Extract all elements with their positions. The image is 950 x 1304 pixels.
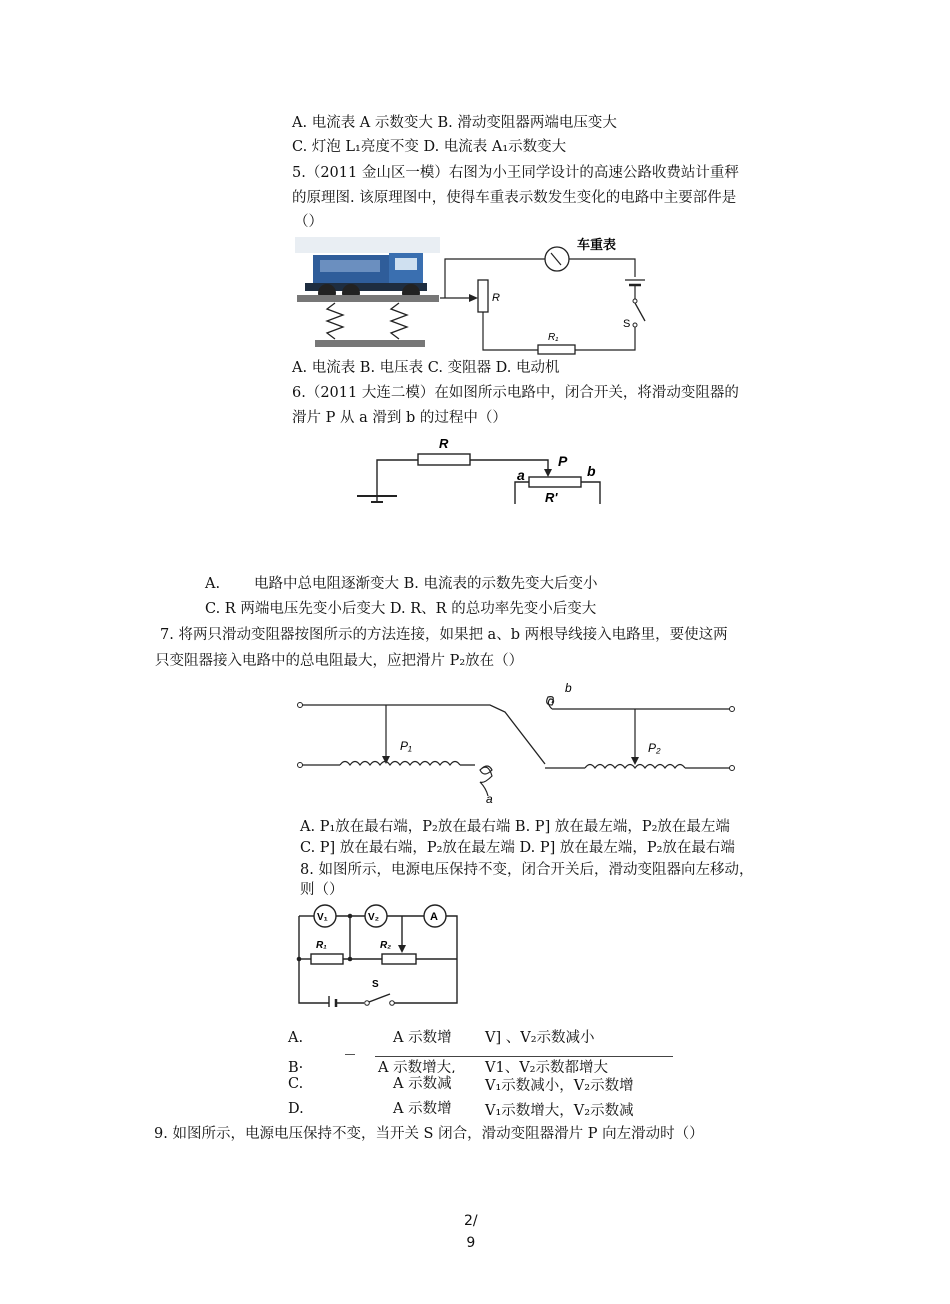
q7-stem-line1: 7. 将两只滑动变阻器按图所示的方法连接，如果把 a、b 两根导线接入电路里，要使这两: [160, 627, 728, 643]
page-number: [464, 1210, 478, 1254]
q5-stem-line1: 5.（2011 金山区一模）右图为小王同学设计的高速公路收费站计重秤: [292, 165, 739, 181]
q8-option-c-letter: C.: [288, 1076, 304, 1092]
q6-fig-rp-label: R': [545, 490, 558, 504]
q8-fig-a-label: A: [430, 911, 438, 923]
q5-fig-r1-label: R₁: [548, 332, 559, 343]
q6-fig-r-label: R: [439, 436, 449, 451]
q8-circuit-figure: [294, 902, 464, 1007]
q5-fig-s-label: S: [623, 318, 631, 330]
q8-option-d-right: V₁示数增大，V₂示数减: [485, 1103, 634, 1119]
q8-option-a-right: V] 、V₂示数减小: [485, 1030, 595, 1046]
q6-option-a-letter: A.: [205, 576, 221, 592]
q6-option-ab: 电路中总电阻逐渐变大 B. 电流表的示数先变大后变小: [254, 576, 598, 592]
q8-fig-v1-label: V₁: [317, 912, 328, 923]
q7-fig-a-label: a: [486, 792, 493, 806]
q8-fig-v2-label: V₂: [368, 912, 380, 923]
q8-option-b-letter: B·: [288, 1060, 304, 1073]
table-tick: [345, 1054, 355, 1055]
q8-option-d-letter: D.: [288, 1101, 304, 1117]
q8-fig-r1-label: R₁: [316, 940, 327, 951]
q8-option-d-mid: A 示数增: [393, 1101, 452, 1117]
q5-stem-line2: 的原理图. 该原理图中，使得车重表示数发生变化的电路中主要部件是: [292, 190, 737, 206]
q8-option-a-letter: A.: [288, 1030, 304, 1046]
q7-fig-p2-label: P₂: [648, 741, 661, 755]
q8-fig-s-label: S: [372, 979, 379, 990]
truck-image: [295, 237, 440, 302]
q8-option-b-row-clipped: [280, 1058, 700, 1073]
page-number-top: 2/: [464, 1213, 478, 1229]
q8-option-b-right: V1、V₂示数都增大: [485, 1060, 608, 1073]
q6-stem-line1: 6.（2011 大连二模）在如图所示电路中，闭合开关，将滑动变阻器的: [292, 385, 739, 401]
q7-option-cd: C. P] 放在最右端，P₂放在最左端 D. P] 放在最左端，P₂放在最右端: [300, 840, 735, 856]
q5-fig-r-label: R: [492, 292, 500, 304]
q8-stem-line2: 则（）: [300, 882, 344, 898]
q8-option-b-mid: A 示数增大,: [378, 1060, 456, 1073]
page-number-bottom: 9: [466, 1235, 476, 1251]
q6-option-cd: C. R 两端电压先变小后变大 D. R、R 的总功率先变小后变大: [205, 601, 597, 617]
q8-stem-line1: 8. 如图所示，电源电压保持不变，闭合开关后，滑动变阻器向左移动，: [300, 862, 754, 878]
q7-fig-p1-label: P₁: [400, 739, 412, 753]
q7-stem-line2: 只变阻器接入电路中的总电阻最大，应把滑片 P₂放在（）: [155, 653, 524, 669]
q6-stem-line2: 滑片 P 从 a 滑到 b 的过程中（）: [292, 410, 507, 426]
q8-option-a-mid: A 示数增: [393, 1030, 452, 1046]
q7-fig-b-label: b: [565, 681, 572, 695]
q6-fig-a-label: a: [517, 467, 525, 483]
q6-circuit-figure: [355, 432, 605, 504]
q8-option-c-right: V₁示数减小，V₂示数增: [485, 1078, 634, 1094]
q4-option-ab: A. 电流表 A 示数变大 B. 滑动变阻器两端电压变大: [292, 115, 617, 131]
q8-fig-r2-label: R₂: [380, 940, 392, 951]
q6-fig-b-label: b: [587, 463, 596, 479]
q5-fig-meter-label: 车重表: [577, 237, 617, 252]
q4-option-cd: C. 灯泡 L₁亮度不变 D. 电流表 A₁示数变大: [292, 139, 567, 155]
q9-stem: 9. 如图所示，电源电压保持不变，当开关 S 闭合，滑动变阻器滑片 P 向左滑动时（）: [154, 1126, 704, 1142]
q7-rheostat-figure: [290, 672, 740, 810]
q5-options: A. 电流表 B. 电压表 C. 变阻器 D. 电动机: [292, 360, 560, 376]
q5-circuit-figure: [295, 235, 660, 360]
q7-option-ab: A. P₁放在最右端，P₂放在最右端 B. P] 放在最左端，P₂放在最左端: [300, 819, 730, 835]
q8-option-c-mid: A 示数减: [393, 1076, 452, 1092]
q6-fig-p-label: P: [558, 453, 568, 469]
q5-stem-line3: （）: [294, 214, 323, 230]
table-divider: [375, 1056, 673, 1057]
